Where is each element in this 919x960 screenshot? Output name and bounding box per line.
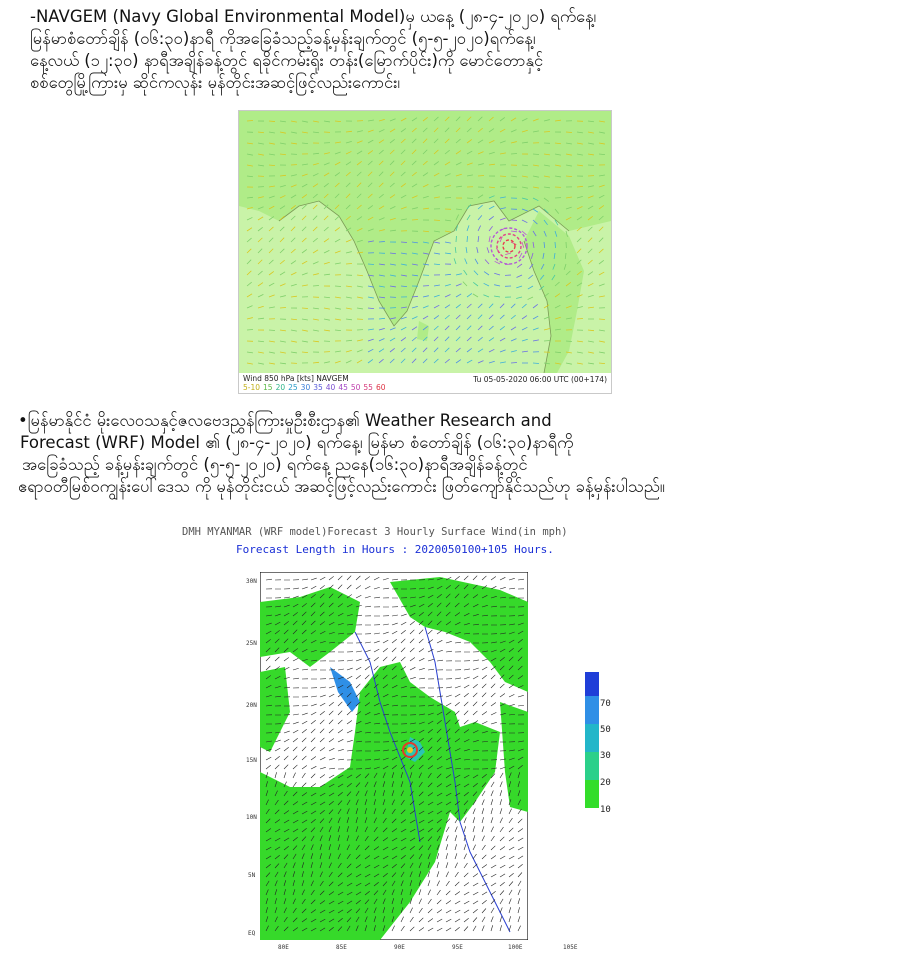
navgem-description [30,6,596,94]
wind-barb [555,242,556,248]
wrf-map-canvas [260,572,528,940]
wind-barb [302,308,308,309]
navgem-map-canvas [239,111,611,373]
text-line: ဧရာဝတီမြစ်ဝကျွန်းပေါ်ဒေသ ကို မုန်တိုင်းငယ် အဆင့်ဖြင့်လည်းကောင်း ဖြတ်ကျော်နိုင်သည်ဟု ခန့်မှန်းပါသည်။ [18,477,665,496]
wrf-wind-map [170,522,640,960]
wind-barb [478,175,484,176]
navgem-wind-map [238,110,612,394]
wind-barb [379,241,385,242]
wind-barb [544,340,550,341]
scale-label: 50 [350,383,361,392]
wrf-description [18,410,665,498]
wrf-wind-legend [585,672,605,812]
navgem-wind-scale [243,383,389,392]
scale-label: 60 [375,383,386,392]
y-axis-label: 30N [246,578,257,585]
x-axis-label: 80E [278,944,289,951]
wind-barb [269,330,275,331]
navgem-footer [239,373,611,393]
legend-label: 70 [600,699,611,709]
wind-barb [566,132,572,133]
y-axis-label: 10N [246,814,257,821]
wind-barb [269,121,275,122]
x-axis-label: 95E [452,944,463,951]
wrf-subtitle: Forecast Length in Hours : 2020050100+105 Hours. [236,543,554,556]
text-line: -NAVGEM (Navy Global Environmental Model)မှ ယနေ့ (၂၈-၄-၂၀၂၀) ရက်နေ့၊ [30,7,597,26]
y-axis-label: 25N [246,640,257,647]
text-line: အခြေခံသည့် ခန့်မှန်းချက်တွင် (၅-၅-၂၀၂၀) ရက်နေ့ ညနေ(၁၆:၃၀)နာရီအချိန်ခန့်တွင် [22,455,528,474]
scale-label: 55 [363,383,373,392]
scale-label: 20 [275,383,286,392]
scale-label: 25 [288,383,298,392]
wind-barb [511,362,517,363]
wind-barb [280,307,286,308]
legend-swatch [585,724,599,752]
wind-barb [533,154,539,155]
legend-label: 50 [600,725,611,735]
wrf-title: DMH MYANMAR (WRF model)Forecast 3 Hourly Surface Wind(in mph) [182,526,568,538]
legend-swatch [585,672,599,696]
legend-swatch [585,780,599,808]
wind-barb [401,242,407,243]
text-line: မြန်မာစံတော်ချိန် (၀၆:၃၀)နာရီ ကိုအခြေခံသည့်ခန့်မှန်းချက်တွင် (၅-၅-၂၀၂၀)ရက်နေ့၊ [30,29,536,48]
y-axis-label: 20N [246,702,257,709]
scale-label: 30 [300,383,311,392]
text-line: နေ့လယ် (၁၂:၃၀) နာရီအချိန်ခန့်တွင် ရခိုင်ကမ်းရိုး တန်း(မြောက်ပိုင်း)ကို မောင်တောနှင့် [30,51,544,70]
y-axis-label: EQ [248,930,256,937]
text-line: Forecast (WRF) Model ၏ (၂၈-၄-၂၀၂၀) ရက်နေ့၊ မြန်မာ စံတော်ချိန် (၀၆:၃၀)နာရီကို [20,433,574,452]
legend-label: 20 [600,778,611,788]
scale-label: 15 [263,383,273,392]
wind-barb [467,236,468,242]
wind-barb [412,219,418,220]
x-axis-label: 105E [563,944,578,951]
legend-swatch [585,696,599,724]
y-axis-label: 15N [246,757,257,764]
legend-label: 10 [600,805,611,815]
wind-barb [346,263,352,264]
wind-barb [511,153,517,154]
wind-barb [577,318,583,319]
y-axis-label: 5N [248,872,256,879]
text-line: •မြန်မာနိုင်ငံ မိုးလေဝသနှင့်ဇလဗေဒညွှန်ကြားမှုဦးစီးဌာန၏ Weather Research and [18,411,552,430]
wind-barb [467,198,473,199]
wind-barb [335,286,341,287]
navgem-footer-left: Wind 850 hPa [kts] NAVGEM [243,374,349,383]
x-axis-label: 90E [394,944,405,951]
scale-label: 45 [338,383,348,392]
wind-barb [368,264,374,265]
navgem-footer-right: Tu 05-05-2020 06:00 UTC (00+174) [473,375,607,384]
cyclone-eye [407,747,413,753]
x-axis-label: 85E [336,944,347,951]
wind-barb [544,131,550,132]
scale-label: 40 [325,383,336,392]
legend-swatch [585,752,599,780]
scale-label: 5-10 [243,383,261,392]
legend-label: 30 [600,751,611,761]
x-axis-label: 100E [508,944,523,951]
wind-barb [247,329,253,330]
wind-barb [313,285,319,286]
scale-label: 35 [313,383,323,392]
text-line: စစ်တွေမြို့ကြားမှ ဆိုင်ကလုန်း မုန်တိုင်းအဆင့်ဖြင့်လည်းကောင်း၊ [30,73,401,92]
wind-barb [445,197,451,198]
wind-barb [434,220,440,221]
wind-barb [500,176,506,177]
